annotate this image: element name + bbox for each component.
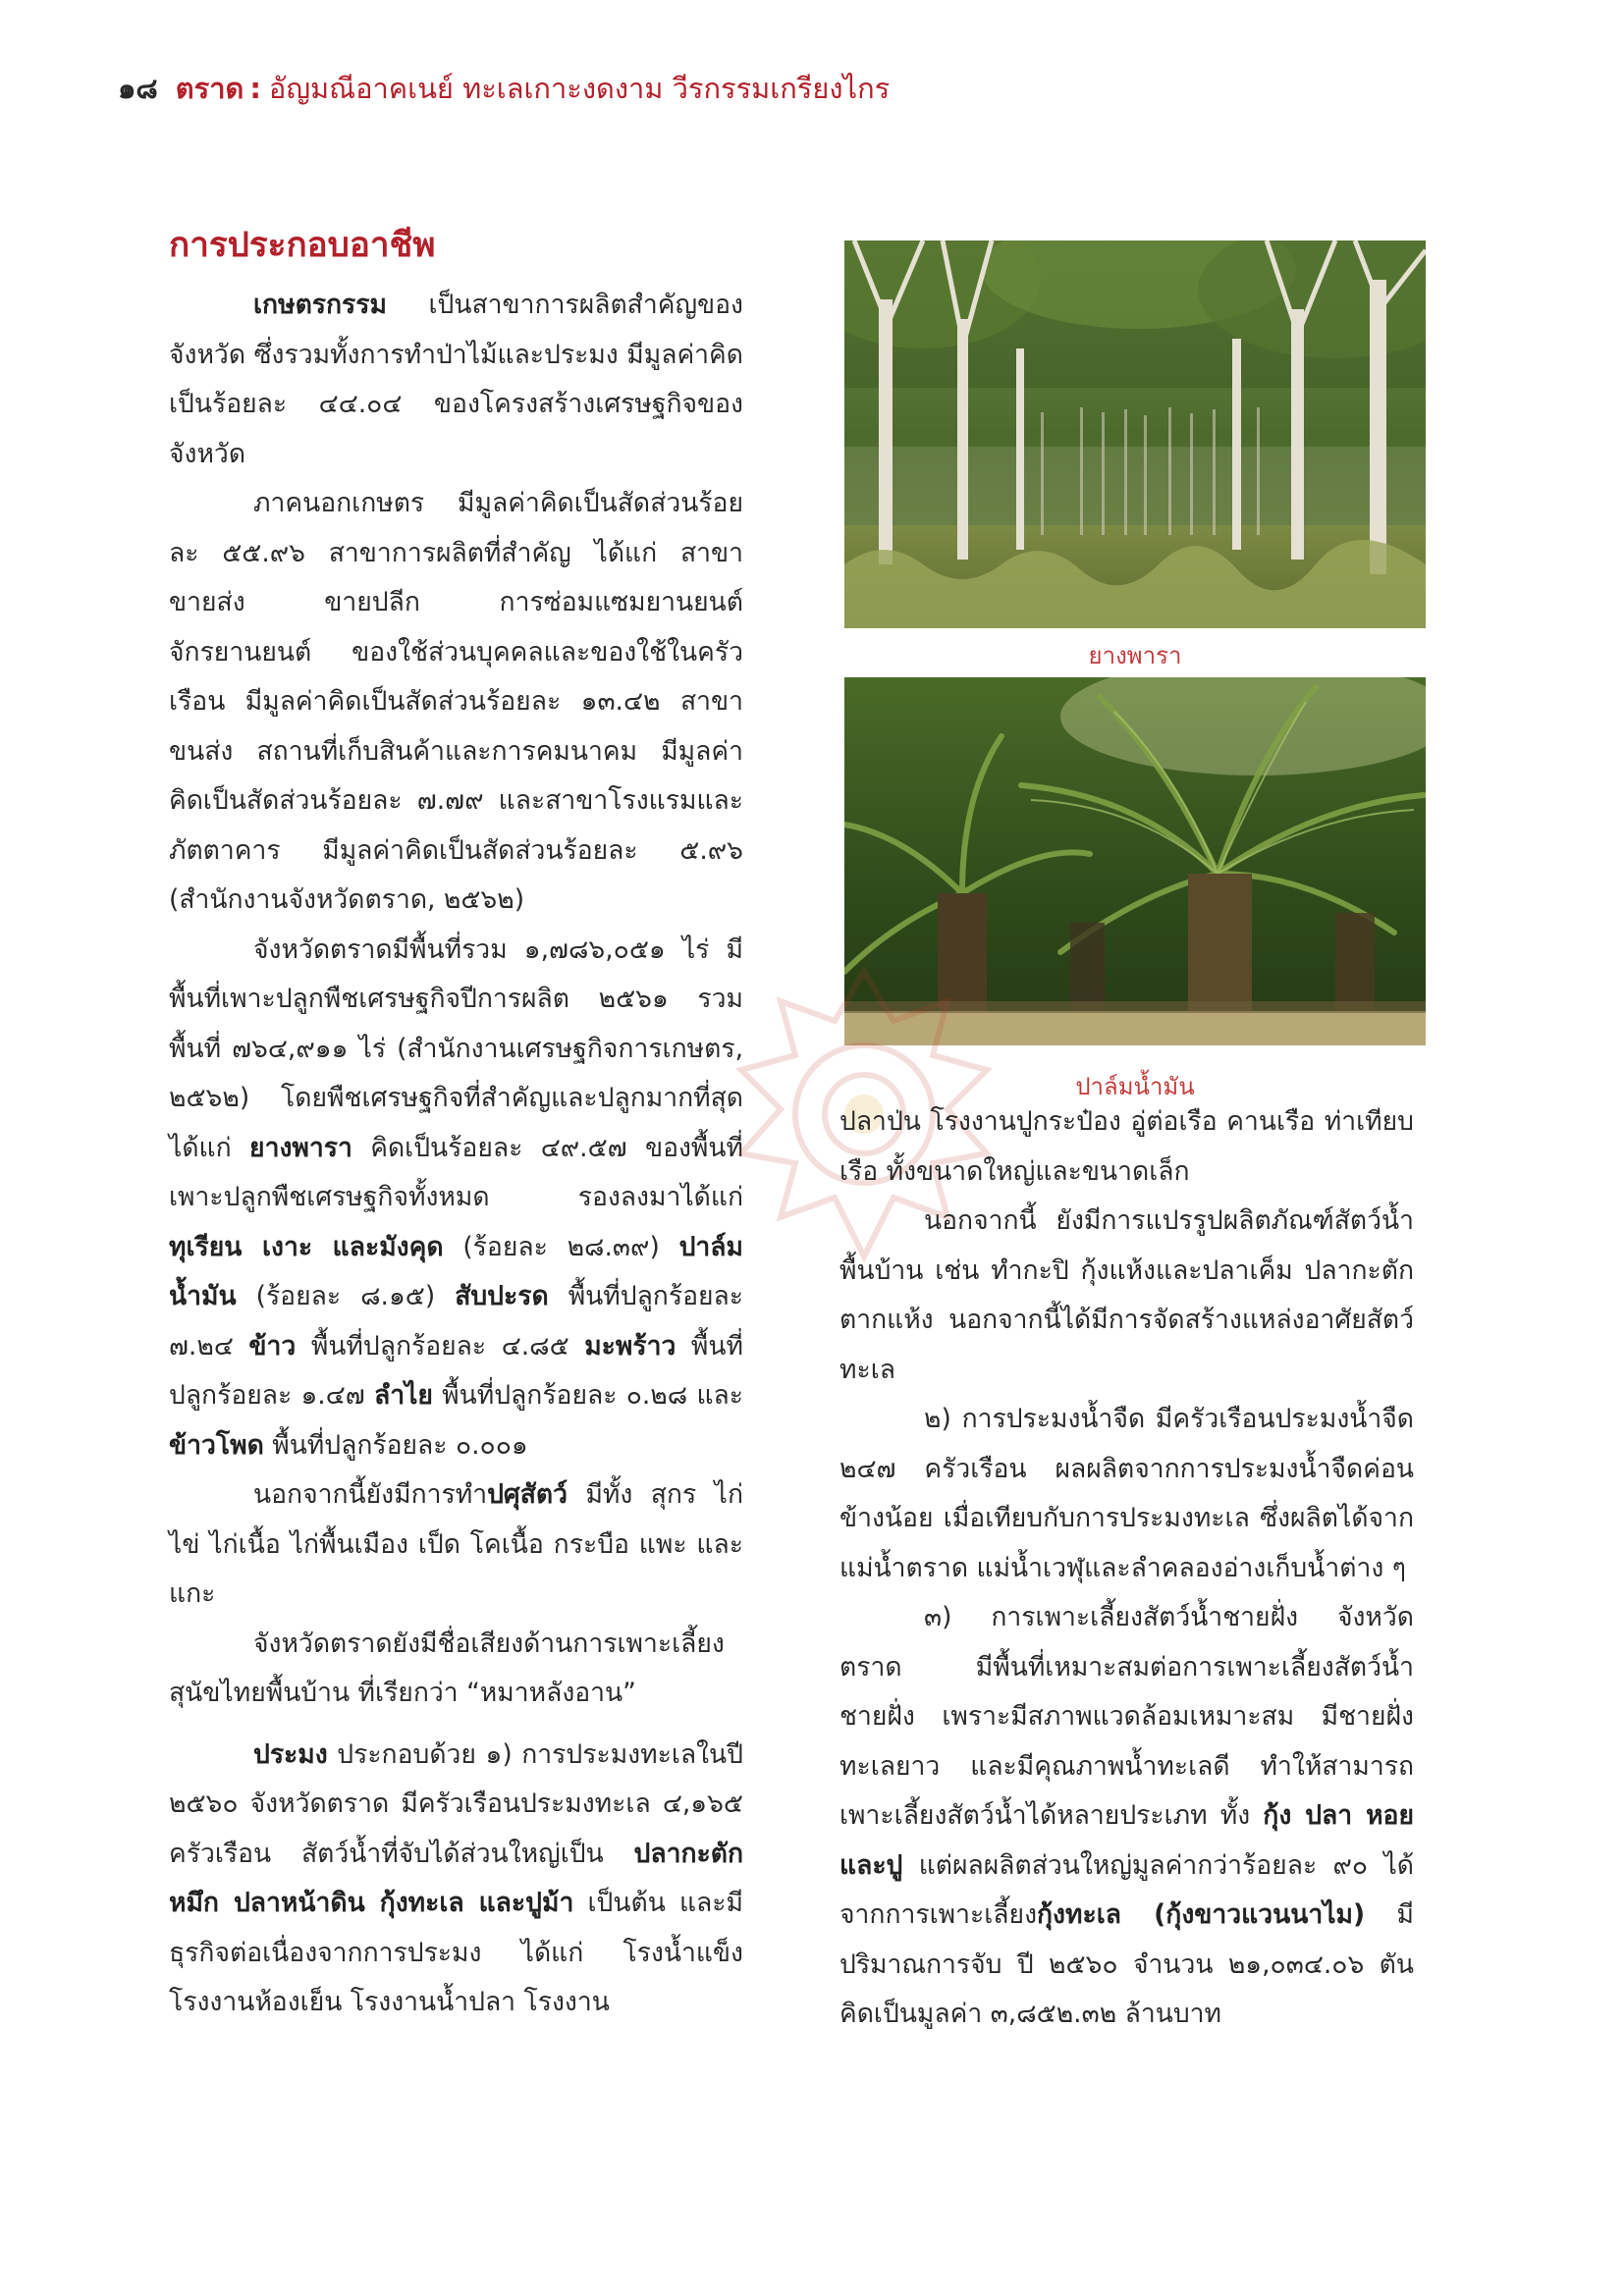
paragraph-fishery-business-cont: ปลาป่น โรงงานปูกระป๋อง อู่ต่อเรือ คานเรือ ท่าเทียบเรือ ทั้งขนาดใหญ่และขนาดเล็ก (839, 1106, 1414, 1187)
page-header (118, 69, 890, 108)
header-separator: : (249, 72, 261, 105)
rubber-plantation-photo (844, 240, 1426, 628)
header-subtitle: อัญมณีอาคเนย์ ทะเลเกาะงดงาม วีรกรรมเกรียงไกร (268, 72, 891, 105)
paragraph-processing: นอกจากนี้ ยังมีการแปรรูปผลิตภัณฑ์สัตว์น้ำพื้นบ้าน เช่น ทำกะปิ กุ้งแห้งและปลาเค็ม ปลากะตักตากแห้ง นอกจากนี้ได้มีการจัดสร้างแหล่งอาศัยสัตว์ทะเล (839, 1205, 1414, 1385)
paragraph-freshwater-fishery: ๒) การประมงน้ำจืด มีครัวเรือนประมงน้ำจืด ๒๔๗ ครัวเรือน ผลผลิตจากการประมงน้ำจืดค่อนข้างน้อย เมื่อเทียบกับการประมงทะเล ซึ่งผลิตได้จากแม่น้ำตราด แม่น้ำเวฬุและลำคลองอ่างเก็บน้ำต่าง ๆ (839, 1404, 1414, 1583)
section-title: การประกอบอาชีพ (169, 226, 436, 265)
paragraph-crops: จังหวัดตราดมีพื้นที่รวม ๑,๗๘๖,๐๕๑ ไร่ มีพื้นที่เพาะปลูกพืชเศรษฐกิจปีการผลิต ๒๕๖๑ รวมพื้นที่ ๗๖๔,๙๑๑ ไร่ (สำนักงานเศรษฐกิจการเกษตร, ๒๕๖๒) โดยพืชเศรษฐกิจที่สำคัญและปลูกมากที่สุด ได้แก่ ยางพารา คิดเป็นร้อยละ ๔๙.๕๗ ของพื้นที่เพาะปลูกพืชเศรษฐกิจทั้งหมด รองลงมาได้แก่ ทุเรียน เงาะ และมังคุด (ร้อยละ ๒๘.๓๙) ปาล์มน้ำมัน (ร้อยละ ๘.๑๕) สับปะรด พื้นที่ปลูกร้อยละ ๗.๒๔ ข้าว พื้นที่ปลูกร้อยละ ๔.๘๕ มะพร้าว พื้นที่ปลูกร้อยละ ๑.๔๗ ลำไย พื้นที่ปลูกร้อยละ ๐.๒๘ และข้าวโพด พื้นที่ปลูกร้อยละ ๐.๐๐๑ (169, 934, 743, 1461)
oil-palm-photo (844, 677, 1426, 1045)
term-corn: ข้าวโพด (169, 1429, 264, 1461)
caption-rubber: ยางพารา (1088, 642, 1182, 669)
term-livestock: ปศุสัตว์ (487, 1479, 568, 1510)
term-coconut: มะพร้าว (584, 1330, 677, 1362)
paragraph-coastal-aquaculture: ๓) การเพาะเลี้ยงสัตว์น้ำชายฝั่ง จังหวัดตราด มีพื้นที่เหมาะสมต่อการเพาะเลี้ยงสัตว์น้ำชายฝั่ง เพราะมีสภาพแวดล้อมเหมาะสม มีชายฝั่งทะเลยาว และมีคุณภาพน้ำทะเลดี ทำให้สามารถเพาะเลี้ยงสัตว์น้ำได้หลายประเภท ทั้ง กุ้ง ปลา หอย และปู แต่ผลผลิตส่วนใหญ่มูลค่ากว่าร้อยละ ๙๐ ได้จากการเพาะเลี้ยงกุ้งทะเล (กุ้งขาวแวนนาไม) มีปริมาณการจับ ปี ๒๕๖๐ จำนวน ๒๑,๐๓๔.๐๖ ตัน คิดเป็นมูลค่า ๓,๘๕๒.๓๒ ล้านบาท (839, 1602, 1414, 2029)
term-pineapple: สับปะรด (455, 1281, 549, 1311)
rubber-photo-illustration (844, 240, 1426, 628)
term-longan: ลำไย (373, 1380, 433, 1411)
paragraph-fishery: ประมง ประกอบด้วย ๑) การประมงทะเลในปี ๒๕๖๐ จังหวัดตราด มีครัวเรือนประมงทะเล ๔,๑๖๕ ครัวเรือน สัตว์น้ำที่จับได้ส่วนใหญ่เป็น ปลากะตัก หมึก ปลาหน้าดิน กุ้งทะเล และปูม้า เป็นต้น และมีธุรกิจต่อเนื่องจากการประมง ได้แก่ โรงน้ำแข็ง โรงงานห้องเย็น โรงงานน้ำปลา โรงงาน (169, 1738, 744, 2017)
paragraph-agriculture: เกษตรกรรม เป็นสาขาการผลิตสำคัญของจังหวัด ซึ่งรวมทั้งการทำป่าไม้และประมง มีมูลค่าคิดเป็นร้อยละ ๔๔.๐๔ ของโครงสร้างเศรษฐกิจของจังหวัด (169, 290, 743, 469)
page-number: ๑๘ (118, 72, 158, 105)
palm-photo-illustration (844, 677, 1426, 1045)
paragraph-dog-breeding: จังหวัดตราดยังมีชื่อเสียงด้านการเพาะเลี้ยงสุนัขไทยพื้นบ้าน ที่เรียกว่า “หมาหลังอาน” (169, 1628, 725, 1708)
caption-palm: ปาล์มน้ำมัน (1075, 1073, 1195, 1100)
term-fruits: ทุเรียน เงาะ และมังคุด (169, 1231, 444, 1262)
term-agriculture: เกษตรกรรม (253, 290, 387, 320)
term-vannamei-shrimp: กุ้งทะเล (กุ้งขาวแวนนาไม) (1037, 1899, 1366, 1930)
term-rubber: ยางพารา (249, 1132, 352, 1163)
term-oil-palm: ปาล์มน้ำมัน (169, 1231, 743, 1311)
term-rice: ข้าว (248, 1330, 297, 1362)
term-catch: ปลากะตัก หมึก ปลาหน้าดิน กุ้งทะเล และปูม้า (169, 1838, 743, 1918)
left-text-column (169, 281, 743, 2028)
paragraph-livestock: นอกจากนี้ยังมีการทำปศุสัตว์ มีทั้ง สุกร ไก่ไข่ ไก่เนื้อ ไก่พื้นเมือง เป็ด โคเนื้อ กระบือ แพะ และแกะ (169, 1479, 743, 1609)
term-fishery: ประมง (253, 1738, 328, 1770)
paragraph-non-agriculture: ภาคนอกเกษตร มีมูลค่าคิดเป็นสัดส่วนร้อยละ ๕๕.๙๖ สาขาการผลิตที่สำคัญ ได้แก่ สาขาขายส่ง ขายปลีก การซ่อมแซมยานยนต์ จักรยานยนต์ ของใช้ส่วนบุคคลและของใช้ในครัวเรือน มีมูลค่าคิดเป็นสัดส่วนร้อยละ ๑๓.๔๒ สาขาขนส่ง สถานที่เก็บสินค้าและการคมนาคม มีมูลค่าคิดเป็นสัดส่วนร้อยละ ๗.๗๙ และสาขาโรงแรมและภัตตาคาร มีมูลค่าคิดเป็นสัดส่วนร้อยละ ๕.๙๖ (สำนักงานจังหวัดตราด, ๒๕๖๒) (169, 488, 743, 915)
term-aquatic-species: กุ้ง ปลา หอย และปู (839, 1800, 1414, 1881)
province-name: ตราด (175, 72, 244, 105)
right-text-column (839, 1097, 1414, 2040)
